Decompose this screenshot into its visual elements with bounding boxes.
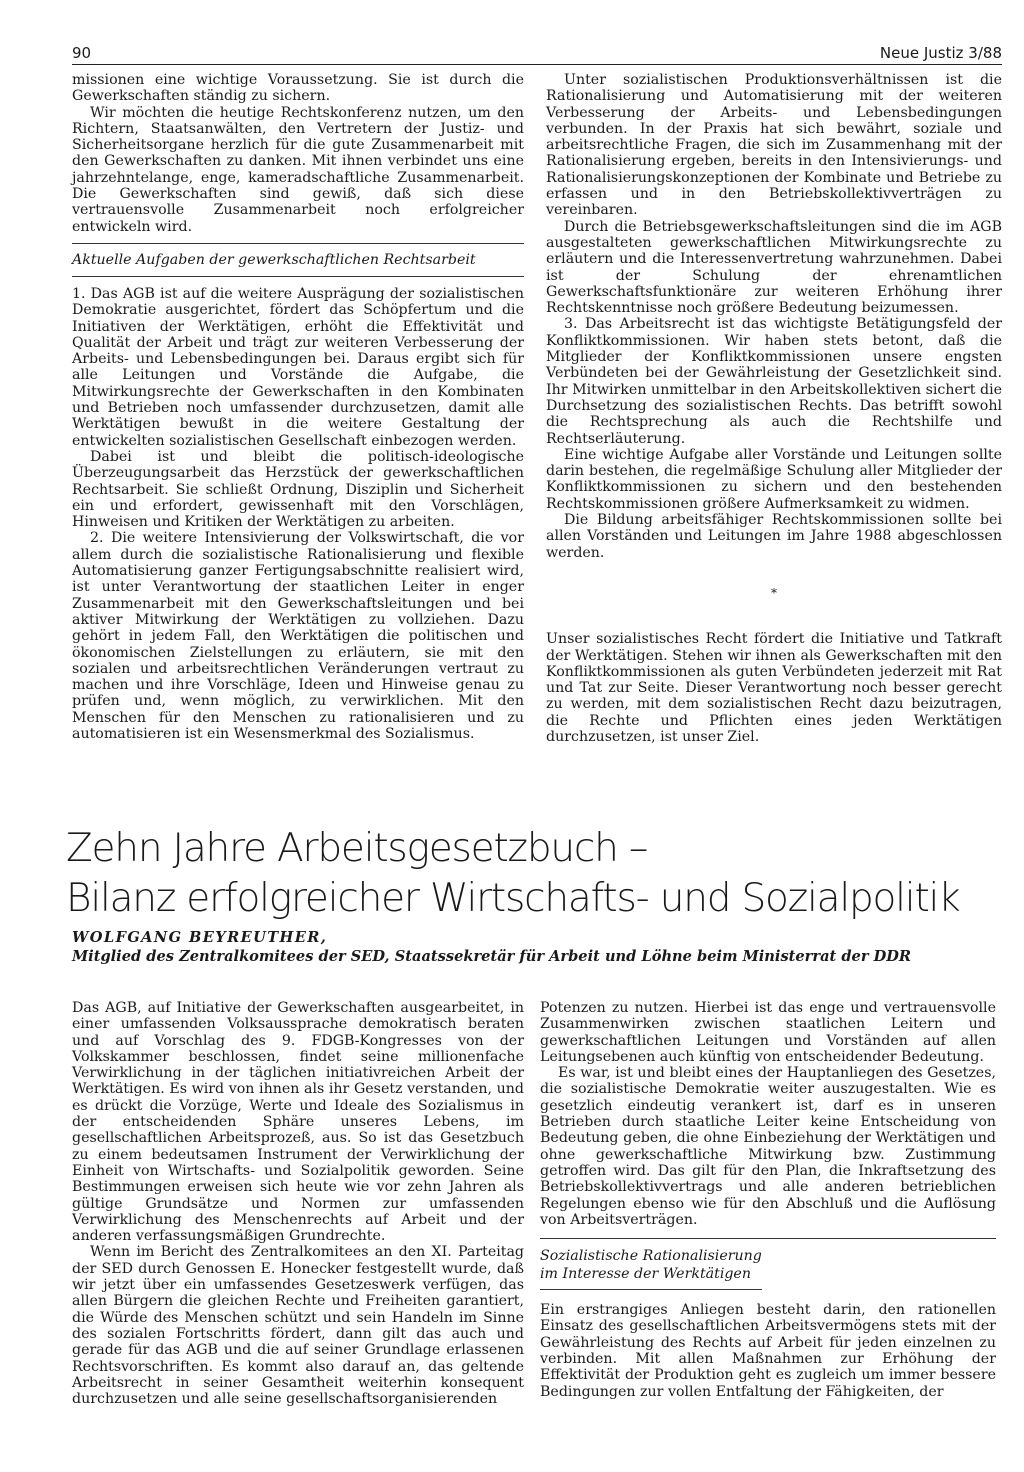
separator-asterisk: * [771,585,777,600]
author-block [72,928,911,966]
closing-paragraph: Unser sozialistisches Recht fördert die Initiative und Tatkraft der Werktätigen. Stehen wir ihnen als Gewerkschaften mit den Konfliktkommissionen als guten Verbündeten jederzeit mit Rat und Tat zur Seite. Dieser Verantwortung noch besser gerecht zu werden, mit dem sozialistischen Recht dazu beizutragen, die Rechte und Pflichten eines jeden Werktätigen durchzusetzen, ist unser Ziel. [546,631,1002,745]
paragraph: Es war, ist und bleibt eines der Hauptanliegen des Gesetzes, die sozialistische Demokratie weiter auszugestalten. Wie es gesetzlich eindeutig verankert ist, darf es in unseren Betrieben durch staatliche Leiter keine Entscheidung von Bedeutung geben, die ohne Einbeziehung der Werktätigen und ohne gewerkschaftliche Mitwirkung bzw. Zustimmung getroffen wird. Das gilt für den Plan, die Inkraftsetzung des Betriebskollektivvertrags und alle anderen betrieblichen Regelungen ebenso wie für den Abschluß und die Auflösung von Arbeitsverträgen. [540,1065,996,1228]
section-rule [72,276,524,277]
article-title-line: Zehn Jahre Arbeitsgesetzbuch – [66,826,648,871]
article-title [66,824,960,924]
paragraph: Ein erstrangiges Anliegen besteht darin, den rationellen Einsatz des gesellschaftlichen Arbeitsvermögens stets mit der Gewährleistung des Rechts auf Arbeit für jeden einzelnen zu verbinden. Mit allen Maßnahmen zur Erhöhung der Effektivität der Produktion geht es zugleich um immer bessere Bedingungen zur vollen Entfaltung der Fähigkeiten, der [540,1302,996,1400]
section-rule [540,1238,996,1239]
section-rule [540,1289,762,1290]
page-number: 90 [72,44,92,62]
paragraph: Unter sozialistischen Produktionsverhältnissen ist die Rationalisierung und Automatisierung mit der weiteren Verbesserung der Arbeits- und Lebensbedingungen verbunden. In der Praxis hat sich bewährt, soziale und arbeitsrechtliche Fragen, die sich im Zusammenhang mit der Rationalisierung ergeben, bereits in den Intensivierungs- und Rationalisierungskonzeptionen der Kombinate und Betriebe zu erfassen und in den Betriebskollektivverträgen zu vereinbaren. [546,72,1002,219]
section-heading-line: im Interesse der Werktätigen [540,1266,751,1283]
column-top-right [546,72,1002,745]
section-heading [540,1247,996,1283]
article-title-line: Bilanz erfolgreicher Wirtschafts- und Sozialpolitik [66,876,960,921]
paragraph: Dabei ist und bleibt die politisch-ideologische Überzeugungsarbeit das Herzstück der gewerkschaftlichen Rechtsarbeit. Sie schließt Ordnung, Disziplin und Sicherheit ein und erfordert, gewissenhaft mit den Vorschlägen, Hinweisen und Kritiken der Werktätigen zu arbeiten. [72,448,524,531]
paragraph: Potenzen zu nutzen. Hierbei ist das enge und vertrauensvolle Zusammenwirken zwischen staatlichen Leitern und gewerkschaftlichen Leitungen und Vorständen auf allen Leitungsebenen auch künftig von entscheidender Bedeutung. [540,1000,996,1065]
column-top-left [72,72,524,742]
column-bottom-right [540,1000,996,1400]
paragraph: Durch die Betriebsgewerkschaftsleitungen sind die im AGB ausgestalteten gewerkschaftlichen Mitwirkungsrechte zu erläutern und die Interessenvertretung wahrzunehmen. Dabei ist der Schulung der ehrenamtlichen Gewerkschaftsfunktionäre zur weiteren Erhöhung ihrer Rechtskenntnisse noch größere Bedeutung beizumessen. [546,218,1002,317]
section-rule [72,243,524,244]
author-role: Mitglied des Zentralkomitees der SED, Staatssekretär für Arbeit und Löhne beim Ministerrat der DDR [72,948,912,965]
paragraph: Wenn im Bericht des Zentralkomitees an den XI. Parteitag der SED durch Genossen E. Honecker festgestellt wurde, daß wir jetzt über ein umfassendes Gesetzeswerk verfügen, das allen Bürgern die gleichen Rechte und Freiheiten garantiert, die Würde des Menschen schützt und sein Handeln im Sinne des sozialen Fortschritts fördert, dann gilt das auch und gerade für das AGB und die auf seiner Grundlage erlassenen Rechtsvorschriften. Es kommt also darauf an, das geltende Arbeitsrecht in seiner Gesamtheit weiterhin konsequent durchzusetzen und alle seine gesellschaftsorganisierenden [72,1244,524,1408]
section-heading: Aktuelle Aufgaben der gewerkschaftlichen Rechtsarbeit [72,251,476,268]
section-heading-line: Sozialistische Rationalisierung [540,1248,762,1265]
paragraph: 1. Das AGB ist auf die weitere Ausprägung der sozialistischen Demokratie ausgerichtet, fördert das Schöpfertum und die Initiativen der Werktätigen, erhöht die Effektivität und Qualität der Arbeit und trägt zur weiteren Verbesserung der Arbeits- und Lebensbedingungen bei. Daraus ergibt sich für alle Leitungen und Vorstände die Aufgabe, die Mitwirkungsrechte der Gewerkschaften in den Kombinaten und Betrieben noch umfassender durchzusetzen, damit alle Werktätigen bewußt in die weitere Gestaltung der entwickelten sozialistischen Gesellschaft einbezogen werden. [72,285,524,449]
paragraph: Die Bildung arbeitsfähiger Rechtskommissionen sollte bei allen Vorständen und Leitungen im Jahre 1988 abgeschlossen werden. [546,512,1002,561]
paragraph: missionen eine wichtige Voraussetzung. Sie ist durch die Gewerkschaften ständig zu sichern. [72,72,524,105]
paragraph: 3. Das Arbeitsrecht ist das wichtigste Betätigungsfeld der Konfliktkommissionen. Wir haben stets betont, daß die Mitglieder der Konfliktkommissionen unsere engsten Verbündeten bei der Gewährleistung der Gesetzlichkeit sind. Ihr Mitwirken unmittelbar in den Arbeitskollektiven sichert die Durchsetzung des sozialistischen Rechts. Das betrifft sowohl die Rechtsprechung als auch die Rechtshilfe und Rechtserläuterung. [546,316,1002,447]
column-bottom-left [72,1000,524,1407]
paragraph: 2. Die weitere Intensivierung der Volkswirtschaft, die vor allem durch die sozialistische Rationalisierung und flexible Automatisierung ganzer Fertigungsabschnitte realisiert wird, ist unter Verantwortung der staatlichen Leiter in enger Zusammenarbeit mit den Gewerkschaftsleitungen und bei aktiver Mitwirkung der Werktätigen zu vollziehen. Dazu gehört in jedem Fall, den Werktätigen die politischen und ökonomischen Zielstellungen zu erläutern, sie mit den sozialen und arbeitsrechtlichen Veränderungen vertraut zu machen und ihre Vorschläge, Ideen und Hinweise genau zu prüfen und, wenn möglich, zu verwirklichen. Mit den Menschen für den Menschen zu rationalisieren und zu automatisieren ist ein Wesensmerkmal des Sozialismus. [72,530,524,742]
paragraph: Eine wichtige Aufgabe aller Vorstände und Leitungen sollte darin bestehen, die regelmäßige Schulung aller Mitglieder der Konfliktkommissionen zu sichern und den bestehenden Rechtskommissionen größere Aufmerksamkeit zu widmen. [546,446,1002,512]
paragraph: Wir möchten die heutige Rechtskonferenz nutzen, um den Richtern, Staatsanwälten, den Vertretern der Justiz- und Sicherheitsorgane herzlich für die gute Zusammenarbeit mit den Gewerkschaften zu danken. Mit ihnen verbindet uns eine jahrzehntelange, enge, kameradschaftliche Zusammenarbeit. Die Gewerkschaften sind gewiß, daß sich diese vertrauensvolle Zusammenarbeit noch erfolgreicher entwickeln wird. [72,104,524,235]
journal-issue: Neue Justiz 3/88 [879,44,1002,62]
author-name: WOLFGANG BEYREUTHER, [72,929,328,946]
header-rule [72,64,1002,65]
paragraph: Das AGB, auf Initiative der Gewerkschaften ausgearbeitet, in einer umfassenden Volksaussprache demokratisch beraten und auf Vorschlag des 9. FDGB-Kongresses von der Volkskammer beschlossen, findet seine millionenfache Verwirklichung in der täglichen initiativreichen Arbeit der Werktätigen. Es wird von ihnen als ihr Gesetz verstanden, und es drückt die Vorzüge, Werte und Ideale des Sozialismus in der entscheidenden Sphäre unseres Lebens, im gesellschaftlichen Arbeitsprozeß, aus. So ist das Gesetzbuch zu einem bedeutsamen Instrument der Verwirklichung der Einheit von Wirtschafts- und Sozialpolitik geworden. Seine Bestimmungen erweisen sich heute wie vor zehn Jahren als gültige Grundsätze und Normen zur umfassenden Verwirklichung des Menschenrechts auf Arbeit und der anderen verfassungsmäßigen Grundrechte. [72,1000,524,1245]
